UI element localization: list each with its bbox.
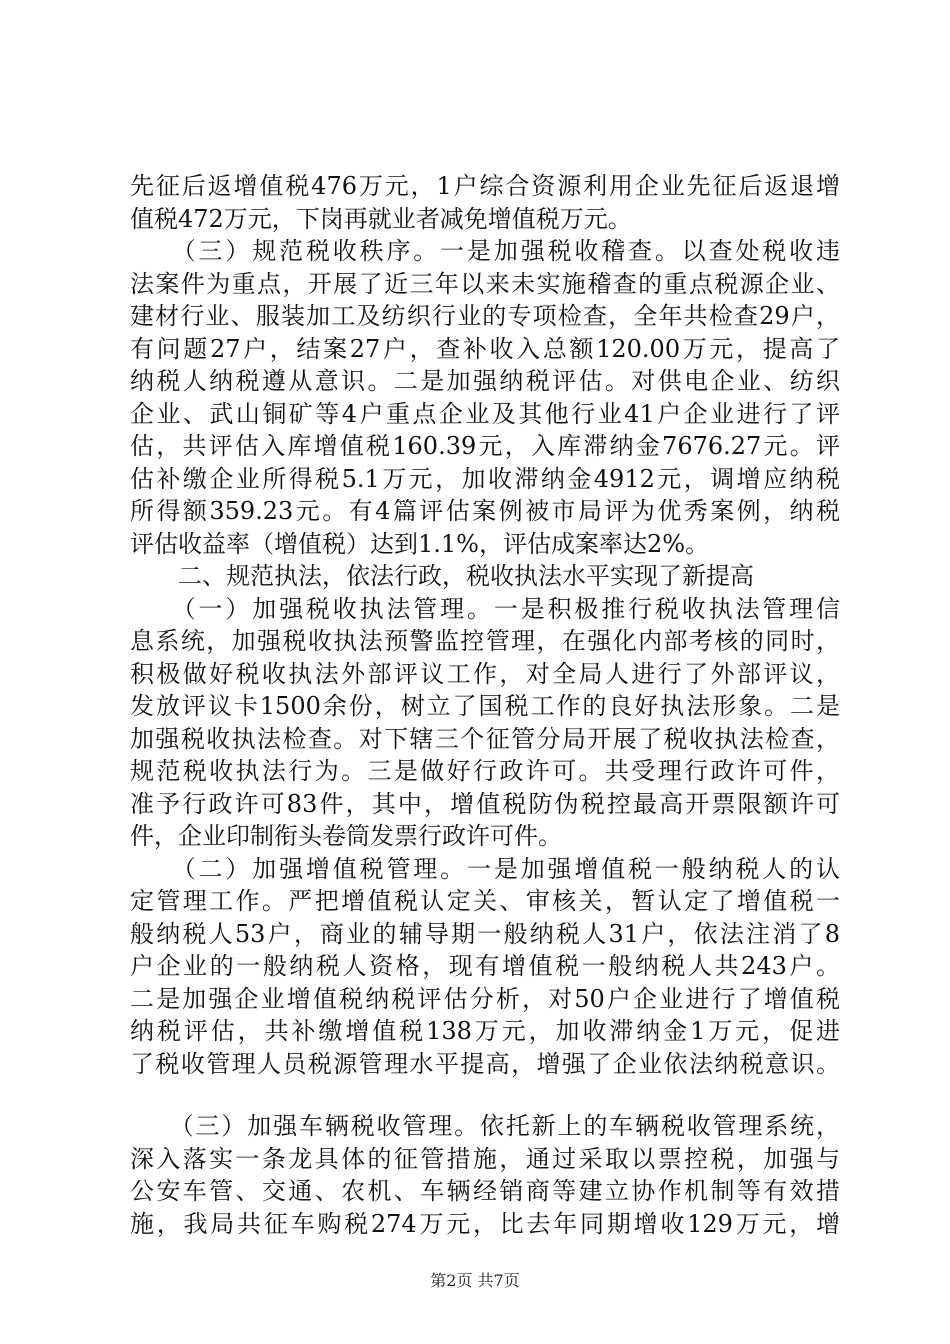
text-line: 建材行业、服装加工及纺织行业的专项检查，全年共检查29户，	[130, 302, 840, 330]
blank-line	[130, 1080, 840, 1110]
text-line: 估，共评估入库增值税160.39元，入库滞纳金7676.27元。评	[130, 432, 840, 460]
text-line: （一）加强税收执法管理。一是积极推行税收执法管理信	[130, 594, 840, 623]
text-line: 值税472万元，下岗再就业者减免增值税万元。	[130, 204, 632, 233]
text-line: 户企业的一般纳税人资格，现有增值税一般纳税人共243户。	[130, 952, 840, 980]
text-line: 积极做好税收执法外部评议工作，对全局人进行了外部评议，	[130, 659, 840, 688]
text-line: 所得额359.23元。有4篇评估案例被市局评为优秀案例，纳税	[130, 497, 840, 525]
text-line: 施，我局共征车购税274万元，比去年同期增收129万元，增	[130, 1209, 840, 1238]
section-heading: 二、规范执法，依法行政，税收执法水平实现了新提高	[130, 562, 754, 590]
text-line: 般纳税人53户，商业的辅导期一般纳税人31户，依法注消了8	[130, 919, 840, 948]
text-line: 了税收管理人员税源管理水平提高，增强了企业依法纳税意识。	[130, 1049, 840, 1078]
text-line: 发放评议卡1500余份，树立了国税工作的良好执法形象。二是	[130, 692, 840, 720]
text-line: 纳税人纳税遵从意识。二是加强纳税评估。对供电企业、纺织	[130, 367, 840, 395]
text-line: 先征后返增值税476万元，1户综合资源利用企业先征后返退增	[130, 172, 840, 200]
text-line: 准予行政许可83件，其中，增值税防伪税控最高开票限额许可	[130, 789, 840, 818]
text-line: 二是加强企业增值税纳税评估分析，对50户企业进行了增值税	[130, 984, 840, 1013]
text-line: 纳税评估，共补缴增值税138万元，加收滞纳金1万元，促进	[130, 1017, 840, 1045]
text-line: 规范税收执法行为。三是做好行政许可。共受理行政许可件，	[130, 757, 840, 785]
text-line: 有问题27户，结案27户，查补收入总额120.00万元，提高了	[130, 334, 840, 363]
text-line: 评估收益率（增值税）达到1.1%，评估成案率达2%。	[130, 529, 710, 558]
text-line: 定管理工作。严把增值税认定关、审核关，暂认定了增值税一	[130, 887, 840, 915]
text-line: （二）加强增值税管理。一是加强增值税一般纳税人的认	[130, 854, 840, 883]
text-line: 公安车管、交通、农机、车辆经销商等建立协作机制等有效措	[130, 1177, 840, 1205]
text-line: （三）加强车辆税收管理。依托新上的车辆税收管理系统，	[130, 1112, 840, 1140]
text-line: 深入落实一条龙具体的征管措施，通过采取以票控税，加强与	[130, 1144, 840, 1173]
page-footer: 第2页 共7页	[430, 1271, 520, 1290]
text-line: 件，企业印制衔头卷筒发票行政许可件。	[130, 822, 562, 850]
text-line: 企业、武山铜矿等4户重点企业及其他行业41户企业进行了评	[130, 399, 840, 428]
text-line: 加强税收执法检查。对下辖三个征管分局开展了税收执法检查，	[130, 724, 840, 753]
text-line: 估补缴企业所得税5.1万元，加收滞纳金4912元，调增应纳税	[130, 464, 840, 493]
text-line: （三）规范税收秩序。一是加强税收稽查。以查处税收违	[130, 237, 840, 265]
body-text	[130, 170, 840, 1240]
text-line: 法案件为重点，开展了近三年以来未实施稽查的重点税源企业、	[130, 269, 840, 298]
text-line: 息系统，加强税收执法预警监控管理，在强化内部考核的同时，	[130, 627, 840, 655]
